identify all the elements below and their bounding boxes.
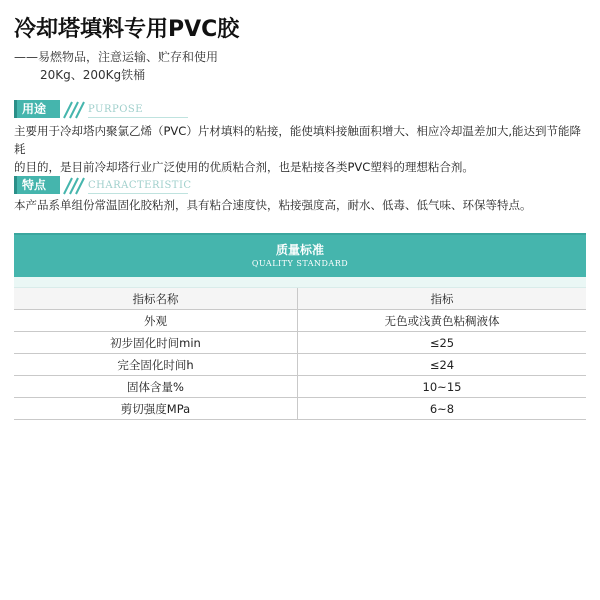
slash-decoration-icon [60, 100, 88, 120]
row-value-cell: ≤24 [298, 354, 587, 376]
table-band [14, 277, 586, 288]
table-title-bar [14, 233, 586, 277]
table-row [14, 398, 586, 420]
purpose-tag: 用途 [14, 100, 60, 118]
row-name-cell: 初步固化时间min [14, 332, 298, 354]
divider [88, 193, 188, 194]
warning-note: ——易燃物品，注意运输、贮存和使用 [14, 50, 219, 64]
purpose-text [14, 122, 589, 176]
table-row [14, 310, 586, 332]
row-name-cell: 剪切强度MPa [14, 398, 298, 420]
table-row [14, 332, 586, 354]
features-section-header [14, 176, 214, 196]
packaging-note: 20Kg、200Kg铁桶 [40, 68, 146, 82]
features-english-label: CHARACTERISTIC [88, 180, 192, 191]
purpose-text-line-1: 主要用于冷却塔内聚氯乙烯（PVC）片材填料的粘接，能使填料接触面积增大、相应冷却温差加大,能达到节能降耗 [14, 124, 581, 156]
row-value-cell: 10~15 [298, 376, 587, 398]
row-value-cell: ≤25 [298, 332, 587, 354]
table-row [14, 354, 586, 376]
row-name-cell: 固体含量% [14, 376, 298, 398]
slash-decoration-icon [60, 176, 88, 196]
row-name-cell: 完全固化时间h [14, 354, 298, 376]
header-value-cell: 指标 [298, 288, 587, 310]
purpose-english-label: PURPOSE [88, 104, 144, 115]
row-value-cell: 无色或浅黄色粘稠液体 [298, 310, 587, 332]
purpose-text-line-2: 的目的，是目前冷却塔行业广泛使用的优质粘合剂，也是粘接各类PVC塑料的理想粘合剂。 [14, 160, 474, 174]
row-value-cell: 6~8 [298, 398, 587, 420]
divider [88, 117, 188, 118]
quality-standard-table [14, 233, 586, 420]
page-title: 冷却塔填料专用PVC胶 [14, 17, 240, 42]
table-row [14, 376, 586, 398]
features-tag: 特点 [14, 176, 60, 194]
header-name-cell: 指标名称 [14, 288, 298, 310]
row-name-cell: 外观 [14, 310, 298, 332]
table-title-english: QUALITY STANDARD [251, 259, 349, 268]
table-title: 质量标准 [275, 243, 324, 257]
features-text: 本产品系单组份常温固化胶粘剂，具有粘合速度快，粘接强度高，耐水、低毒、低气味、环保等特点。 [14, 198, 532, 212]
purpose-section-header [14, 100, 214, 120]
table-header-row [14, 288, 586, 310]
